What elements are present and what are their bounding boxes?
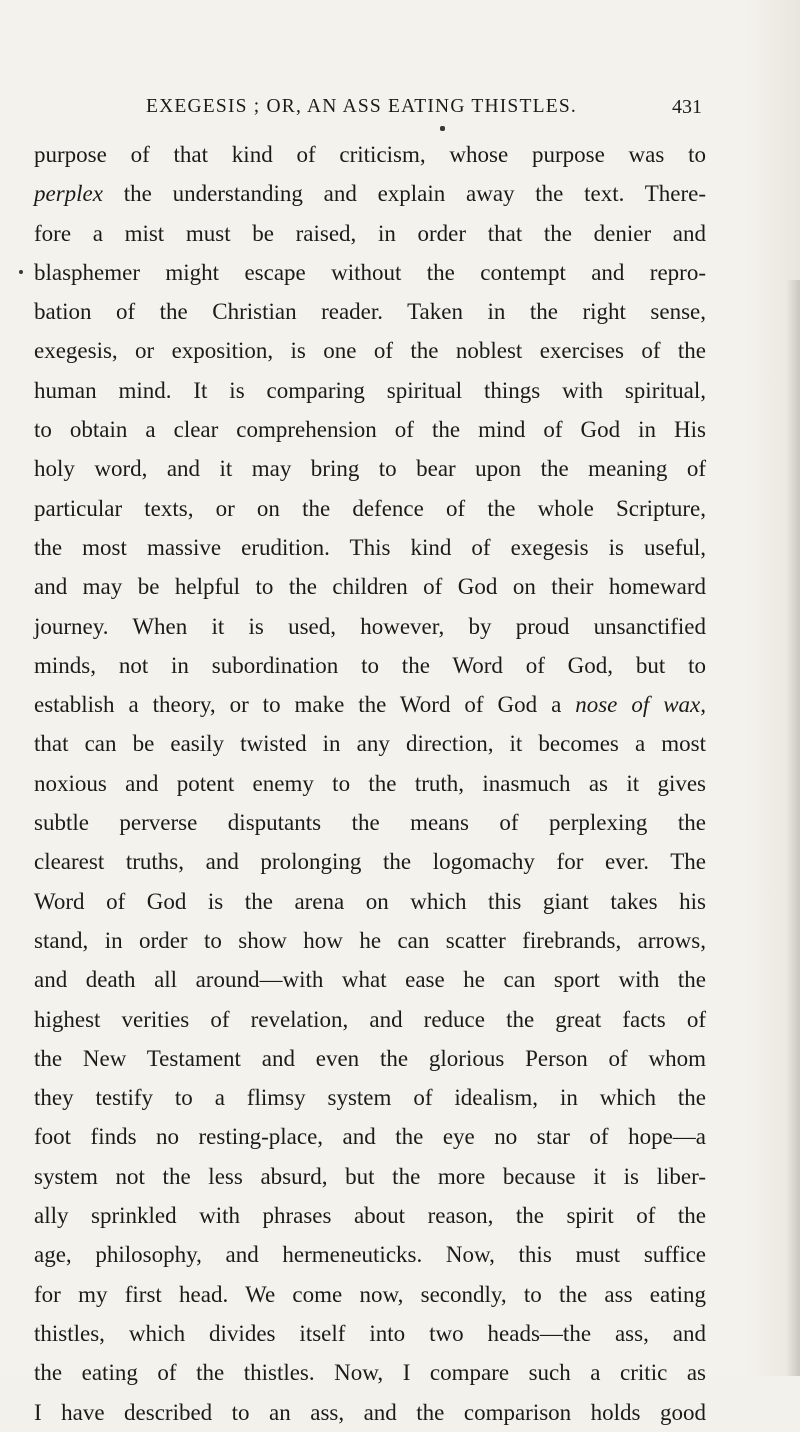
text-line: age, philosophy, and hermeneuticks. Now, this must suffice [34, 1242, 706, 1268]
text-line: for my first head. We come now, secondly, to the ass eating [34, 1281, 706, 1307]
text-line: and death all around—with what ease he can sport with the [34, 967, 706, 993]
body-text [34, 135, 706, 1432]
italic-word: perplex [34, 181, 103, 207]
text-line: I have described to an ass, and the comparison holds good [34, 1399, 706, 1425]
text-line: clearest truths, and prolonging the logomachy for ever. The [34, 849, 706, 875]
text-line: the New Testament and even the glorious Person of whom [34, 1045, 706, 1071]
text-line: Word of God is the arena on which this giant takes his [34, 888, 706, 914]
text-line: system not the less absurd, but the more because it is liber- [34, 1163, 706, 1189]
italic-phrase: nose of wax, [575, 692, 706, 718]
text-line: that can be easily twisted in any direction, it becomes a most [34, 731, 706, 757]
text-line: establish a theory, or to make the Word of God a nose of wax, [34, 692, 706, 718]
text-line: ally sprinkled with phrases about reason, the spirit of the [34, 1203, 706, 1229]
page-gutter-shadow [786, 280, 800, 1376]
text-line: the eating of the thistles. Now, I compare such a critic as [34, 1360, 706, 1386]
text-line: they testify to a flimsy system of idealism, in which the [34, 1085, 706, 1111]
text-line: thistles, which divides itself into two heads—the ass, and [34, 1320, 706, 1346]
text-line: particular texts, or on the defence of the whole Scripture, [34, 495, 706, 521]
text-line: noxious and potent enemy to the truth, inasmuch as it gives [34, 770, 706, 796]
text-line: holy word, and it may bring to bear upon the meaning of [34, 456, 706, 482]
page-number: 431 [672, 96, 702, 118]
running-title: EXEGESIS ; OR, AN ASS EATING THISTLES. [146, 96, 577, 117]
ink-speck [19, 270, 23, 274]
text-line: journey. When it is used, however, by proud unsanctified [34, 613, 706, 639]
text-line: to obtain a clear comprehension of the mind of God in His [34, 417, 706, 443]
text-line: exegesis, or exposition, is one of the noblest exercises of the [34, 338, 706, 364]
text-line: bation of the Christian reader. Taken in the right sense, [34, 299, 706, 325]
text-line: and may be helpful to the children of God on their homeward [34, 574, 706, 600]
text-line: stand, in order to show how he can scatter firebrands, arrows, [34, 927, 706, 953]
text-line: purpose of that kind of criticism, whose purpose was to [34, 142, 706, 167]
text-line: human mind. It is comparing spiritual things with spiritual, [34, 377, 706, 403]
ink-speck [440, 126, 445, 131]
text-line: highest verities of revelation, and reduce the great facts of [34, 1006, 706, 1032]
text-line: blasphemer might escape without the contempt and repro- [34, 259, 706, 285]
running-head [0, 96, 800, 126]
text-line: the most massive erudition. This kind of exegesis is useful, [34, 534, 706, 560]
text-line: subtle perverse disputants the means of perplexing the [34, 810, 706, 836]
text-line: fore a mist must be raised, in order that the denier and [34, 220, 706, 246]
text-line: perplex the understanding and explain away the text. There- [34, 181, 706, 207]
text-line: foot finds no resting-place, and the eye no star of hope—a [34, 1124, 706, 1150]
text-line: minds, not in subordination to the Word of God, but to [34, 652, 706, 678]
